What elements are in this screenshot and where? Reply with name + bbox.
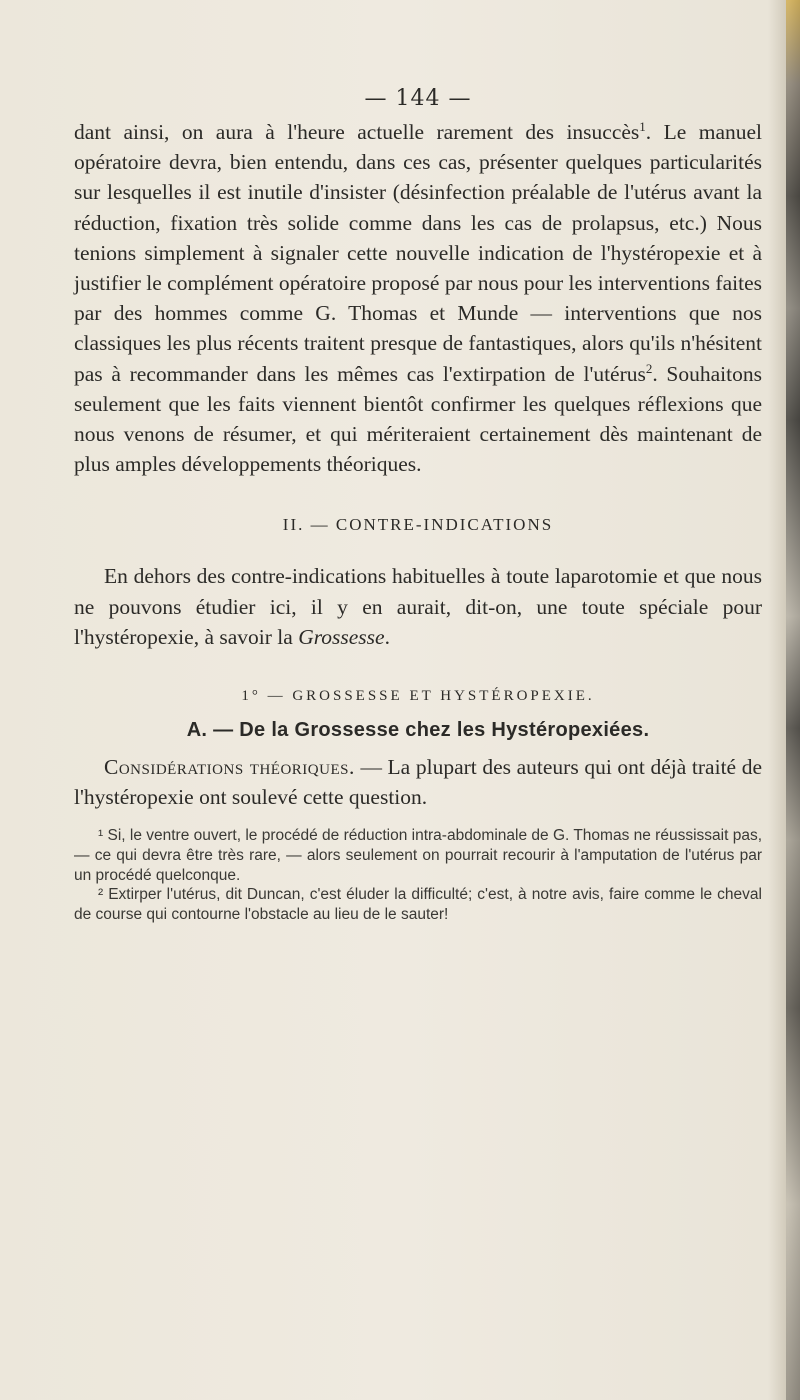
smallcaps-lead: Considérations théoriques. xyxy=(104,755,355,780)
italic-term: Grossesse xyxy=(298,624,385,649)
page-edge-shadow xyxy=(786,0,800,1400)
paragraph-2: En dehors des contre-indications habituelles à toute laparotomie et que nous ne pouvons étudier ici, il y en aurait, dit-on, une toute spéciale pour l'hystéropexie, à savoir la Grossesse. xyxy=(74,564,762,649)
subheading: A. — De la Grossesse chez les Hystéropexiées. xyxy=(186,719,650,742)
footnote-ref-1[interactable]: 1 xyxy=(639,118,646,134)
paragraph-1: dant ainsi, on aura à l'heure actuelle rarement des insuccès$^1$. Le manuel opératoire devra, bien entendu, dans ces cas, présenter quelques particularités sur lesquelles il est inutile d'insister (désinfection préalable de l'utérus avant la réduction, fixation très solide comme dans les cas de prolapsus, etc.) Nous tenions simplement à signaler cette nouvelle indication de l'hystéropexie et à justifier le complément opératoire proposé par nous pour les interventions faites par des hommes comme G. Thomas et Munde — interventions que nos classiques les plus récents traitent presque de fantastiques, alors qu'ils n'hésitent pas à recommander dans les mêmes cas l'extirpation de l'utérus$^2$. Souhaitons seulement que les faits viennent bientôt confirmer les quelques réflexions que nous venons de résumer, et qui mériteraient certainement dès maintenant de plus amples développements théoriques. xyxy=(74,118,763,477)
footnote-2: ² Extirper l'utérus, dit Duncan, c'est éluder la difficulté; c'est, à notre avis, faire comme le cheval de course qui contourne l'obstacle au lieu de le sauter! xyxy=(74,886,762,923)
section-heading: II. — CONTRE-INDICATIONS xyxy=(282,515,554,535)
paragraph-3: Considérations théoriques. — La plupart des auteurs qui ont déjà traité de l'hystéropexie ont soulevé cette question. xyxy=(74,755,762,810)
subsection-heading: 1° — GROSSESSE ET HYSTÉROPEXIE. xyxy=(241,688,595,705)
page-number: — 144 — xyxy=(364,86,472,111)
footnote-1: ¹ Si, le ventre ouvert, le procédé de réduction intra-abdominale de G. Thomas ne réussissait pas, — ce qui devra être très rare, — alors seulement on pourrait recourir à l'amputation de l'utérus par un procédé quelconque. xyxy=(74,827,762,884)
footnotes xyxy=(74,826,762,924)
page-content xyxy=(74,86,762,924)
footnote-ref-2[interactable]: 2 xyxy=(645,360,653,376)
